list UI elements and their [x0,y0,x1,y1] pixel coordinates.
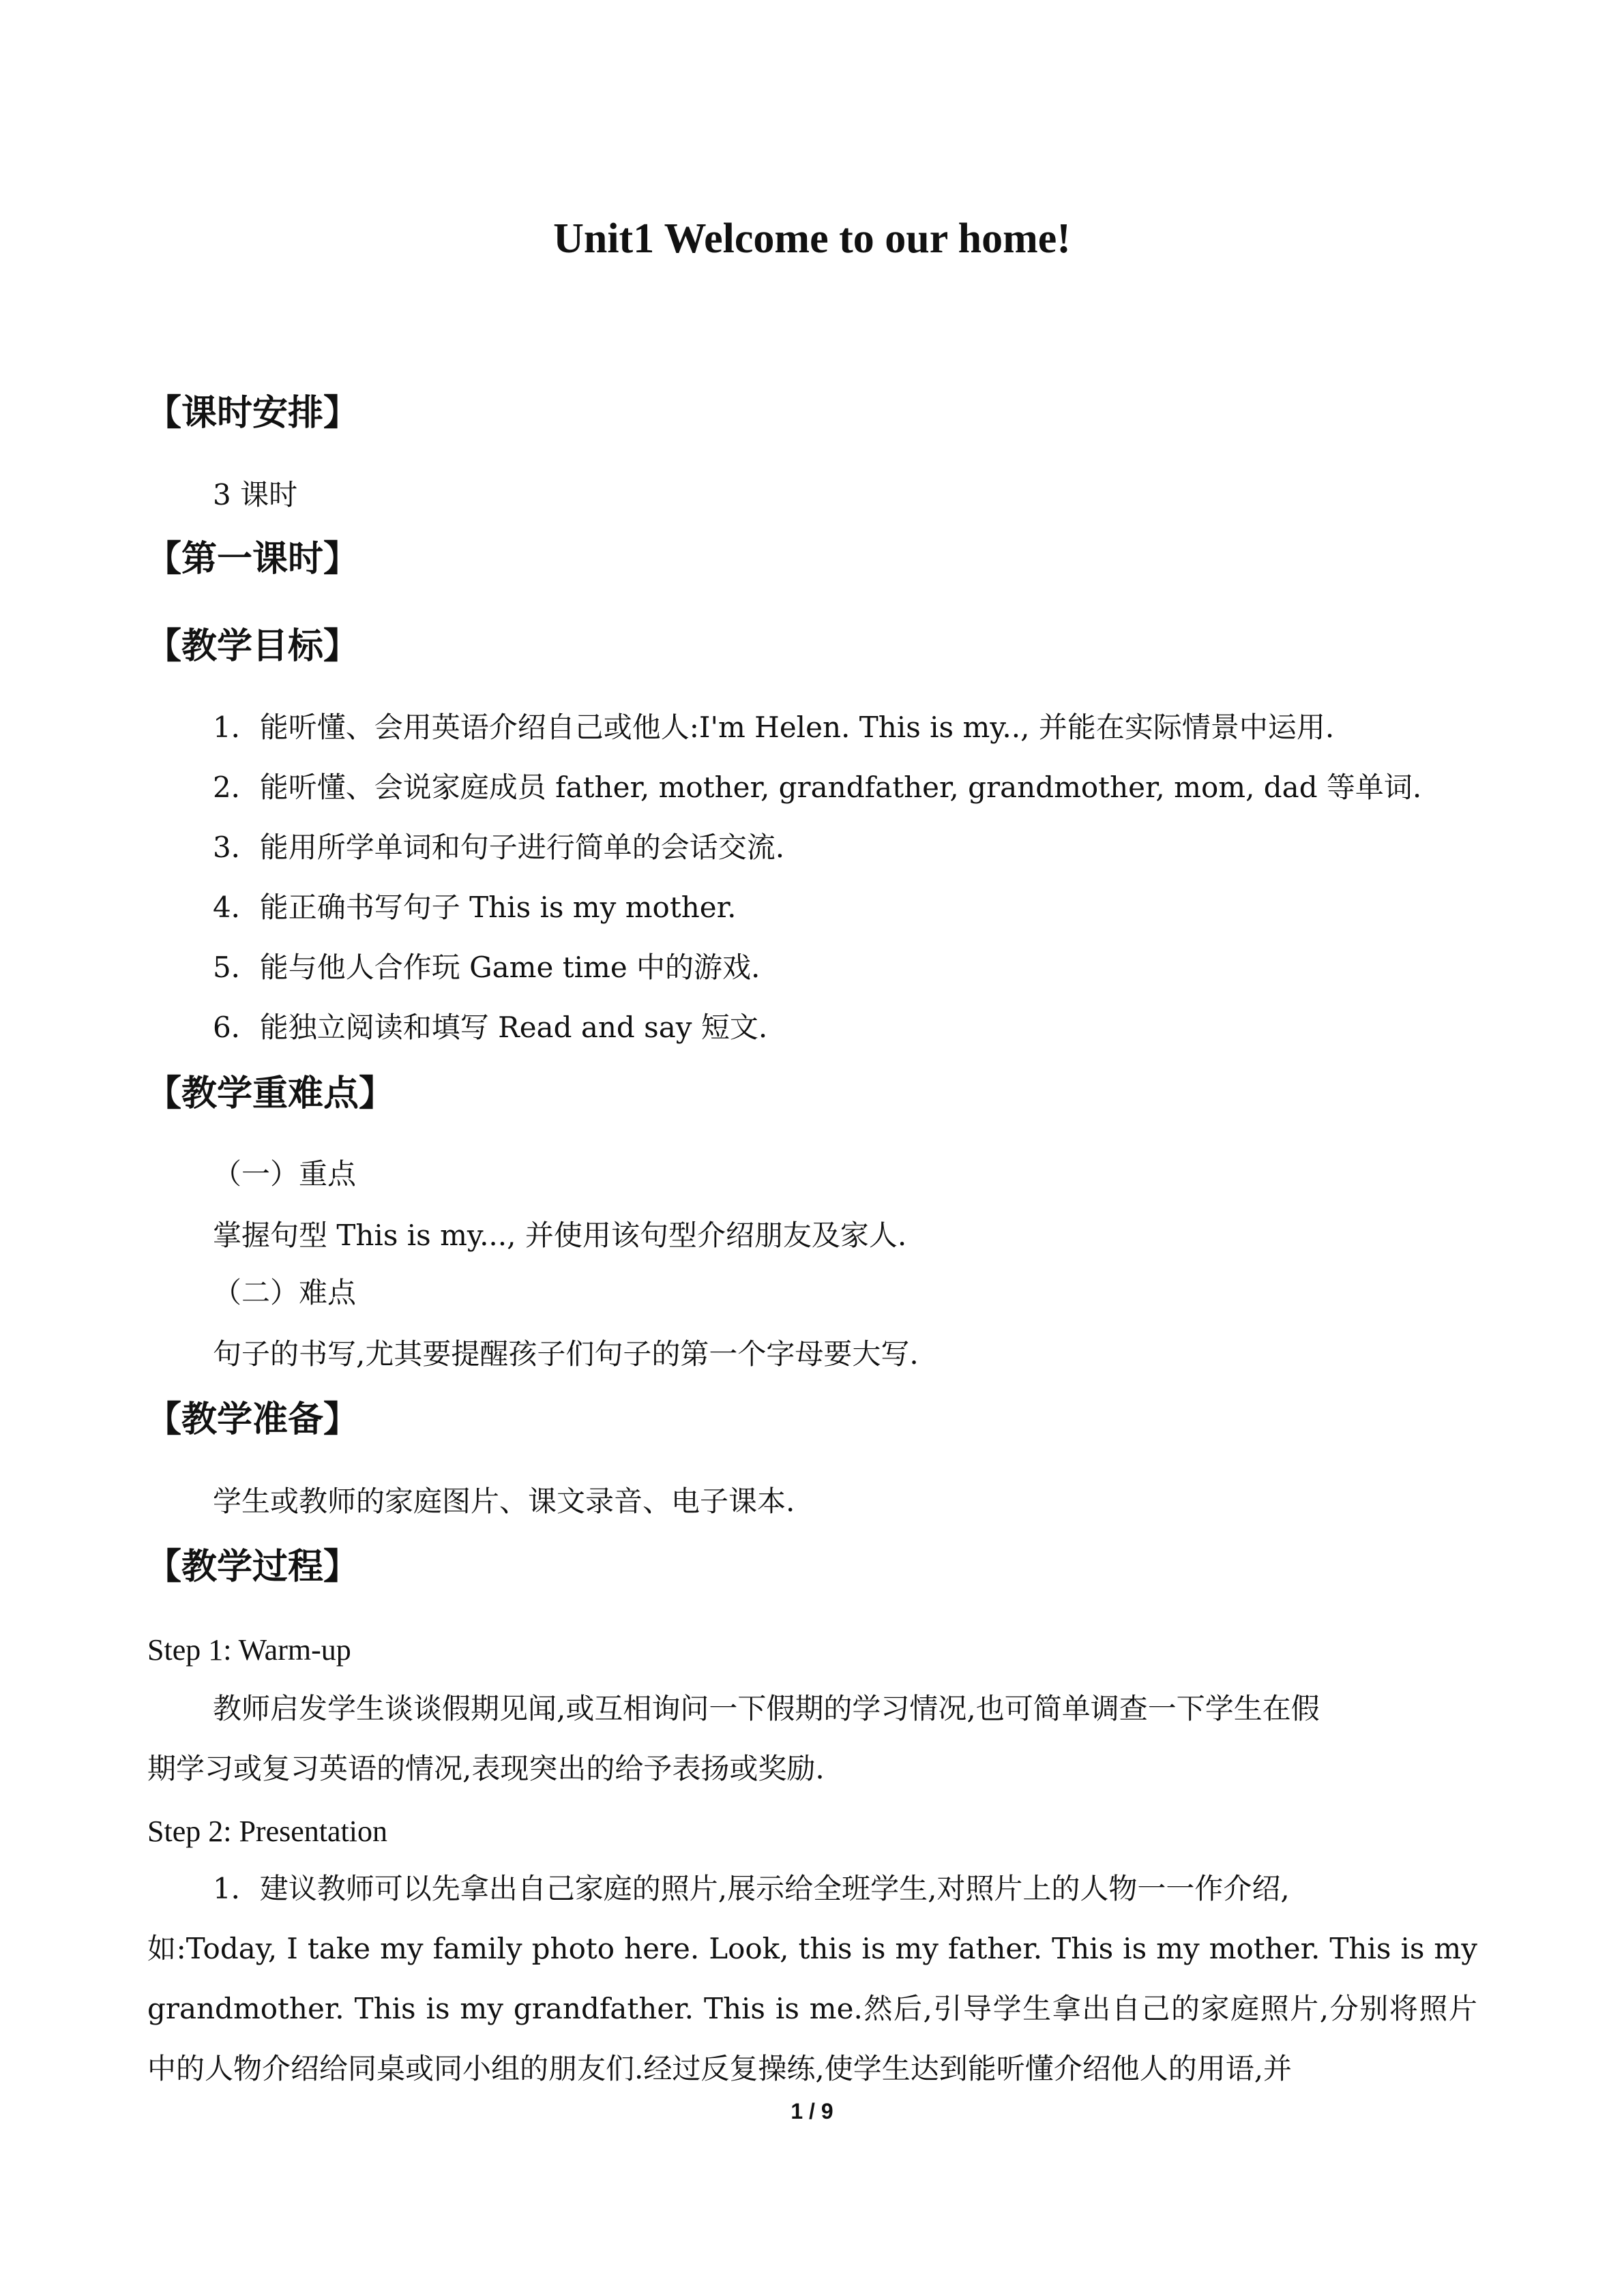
goal-item: 2．能听懂、会说家庭成员 father, mother, grandfather, grandmother, mom, dad 等单词. [213,771,1422,804]
heading-lesson: 【第一课时】 [146,539,359,580]
page-number: 1 / 9 [791,2099,833,2123]
heading-keypoints: 【教学重难点】 [146,1073,395,1114]
step2-paragraph-line: 1．建议教师可以先拿出自己家庭的照片,展示给全班学生,对照片上的人物一一作介绍, [213,1872,1290,1905]
key-text: 掌握句型 This is my..., 并使用该句型介绍朋友及家人. [213,1219,907,1252]
goal-item: 6．能独立阅读和填写 Read and say 短文. [213,1011,768,1044]
goal-item: 1．能听懂、会用英语介绍自己或他人:I'm Helen. This is my.., 并能在实际情景中运用. [213,711,1335,744]
heading-schedule: 【课时安排】 [146,393,359,434]
heading-process: 【教学过程】 [146,1547,359,1587]
goal-item: 3．能用所学单词和句子进行简单的会话交流. [213,831,785,864]
step2-paragraph-line: 如:Today, I take my family photo here. Look, this is my father. This is my mother. This is my [147,1932,1477,1965]
goal-item: 5．能与他人合作玩 Game time 中的游戏. [213,951,761,984]
difficult-text: 句子的书写,尤其要提醒孩子们句子的第一个字母要大写. [213,1337,919,1371]
step1-title: Step 1: Warm-up [147,1633,351,1667]
difficult-label: （二）难点 [213,1276,357,1309]
heading-goals: 【教学目标】 [146,626,359,667]
step2-paragraph-line: 中的人物介绍给同桌或同小组的朋友们.经过反复操练,使学生达到能听懂介绍他人的用语,并 [147,2052,1293,2085]
step2-paragraph-line: grandmother. This is my grandfather. This is me.然后,引导学生拿出自己的家庭照片,分别将照片 [147,1992,1477,2025]
step2-title: Step 2: Presentation [147,1815,387,1848]
goal-item: 4．能正确书写句子 This is my mother. [213,891,737,924]
heading-preparation: 【教学准备】 [146,1399,359,1440]
schedule-text: 3 课时 [213,478,298,511]
page-title: Unit1 Welcome to our home! [553,215,1071,262]
preparation-text: 学生或教师的家庭图片、课文录音、电子课本. [213,1485,795,1518]
step1-paragraph-line: 期学习或复习英语的情况,表现突出的给予表扬或奖励. [147,1752,825,1785]
step1-paragraph-line: 教师启发学生谈谈假期见闻,或互相询问一下假期的学习情况,也可简单调查一下学生在假 [213,1692,1320,1725]
key-label: （一）重点 [213,1157,357,1191]
